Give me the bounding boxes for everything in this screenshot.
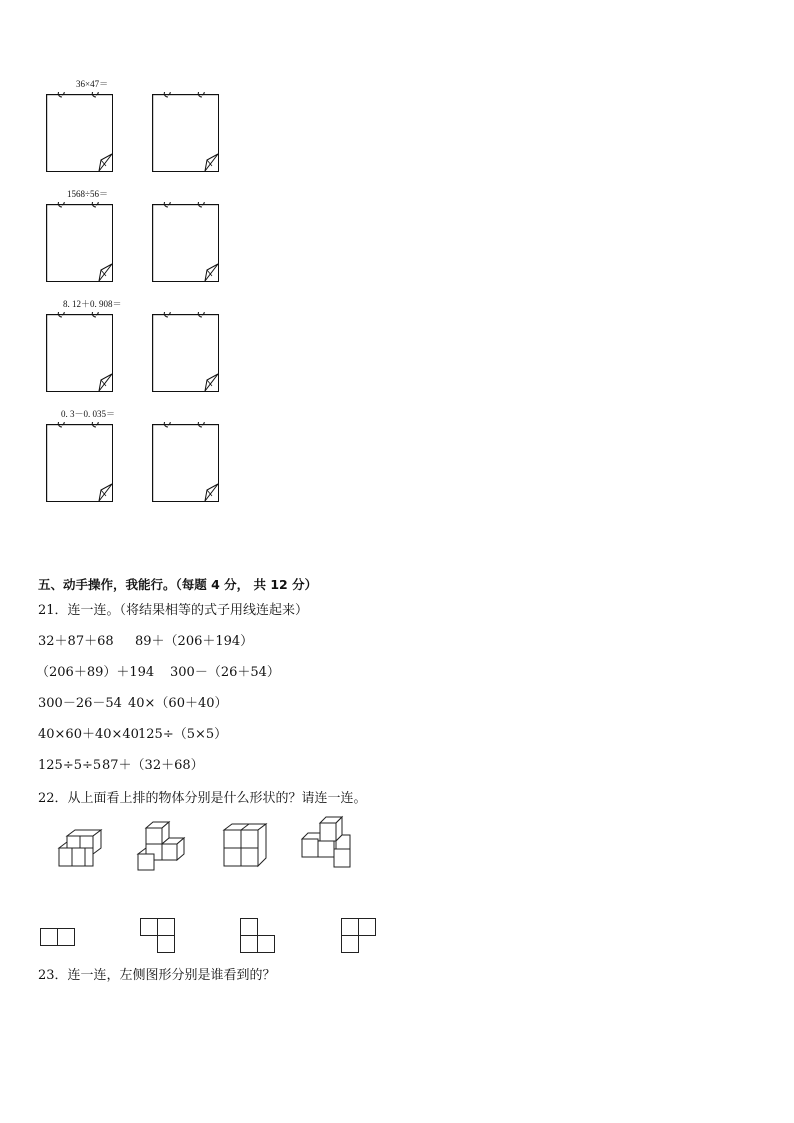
q21-left-expression: 32＋87＋68: [38, 634, 114, 649]
cube-figure-1: [55, 828, 105, 870]
work-pad: [46, 422, 113, 502]
q21-right-expression: 87＋（32＋68）: [102, 758, 204, 773]
work-pad: [46, 202, 113, 282]
calc-problem-label: 1568÷56＝: [67, 189, 108, 199]
q21-left-expression: 40×60＋40×40: [38, 727, 139, 742]
work-pad: [46, 312, 113, 392]
top-view-shape-1: [40, 928, 76, 946]
q21-left-expression: （206＋89）＋194: [36, 665, 155, 680]
question-23-title: 23．连一连，左侧图形分别是谁看到的？: [38, 968, 276, 983]
calc-problem-label: 36×47＝: [76, 79, 109, 89]
answer-pad: [152, 422, 219, 502]
answer-pad: [152, 312, 219, 392]
calc-problem-label: 8. 12＋0. 908＝: [63, 299, 122, 309]
section-heading: 五、动手操作，我能行。（每题 4 分， 共 12 分）: [38, 577, 318, 592]
answer-pad: [152, 92, 219, 172]
q21-right-expression: 89＋（206＋194）: [135, 634, 254, 649]
cube-figure-4: [300, 815, 356, 870]
top-view-shape-2: [140, 918, 176, 954]
work-pad: [46, 92, 113, 172]
q21-right-expression: 300－（26＋54）: [170, 665, 280, 680]
question-21-title: 21．连一连。（将结果相等的式子用线连起来）: [38, 603, 309, 618]
top-view-shape-3: [240, 918, 276, 954]
cube-figure-3: [222, 822, 268, 868]
answer-pad: [152, 202, 219, 282]
calc-problem-label: 0. 3－0. 035＝: [61, 409, 116, 419]
top-view-shape-4: [341, 918, 377, 954]
q21-right-expression: 125÷（5×5）: [138, 727, 228, 742]
question-22-title: 22．从上面看上排的物体分别是什么形状的？请连一连。: [38, 791, 367, 806]
q21-right-expression: 40×（60＋40）: [128, 696, 228, 711]
cube-figure-2: [136, 820, 188, 872]
q21-left-expression: 300－26－54: [38, 696, 122, 711]
q21-left-expression: 125÷5÷5: [38, 758, 102, 773]
